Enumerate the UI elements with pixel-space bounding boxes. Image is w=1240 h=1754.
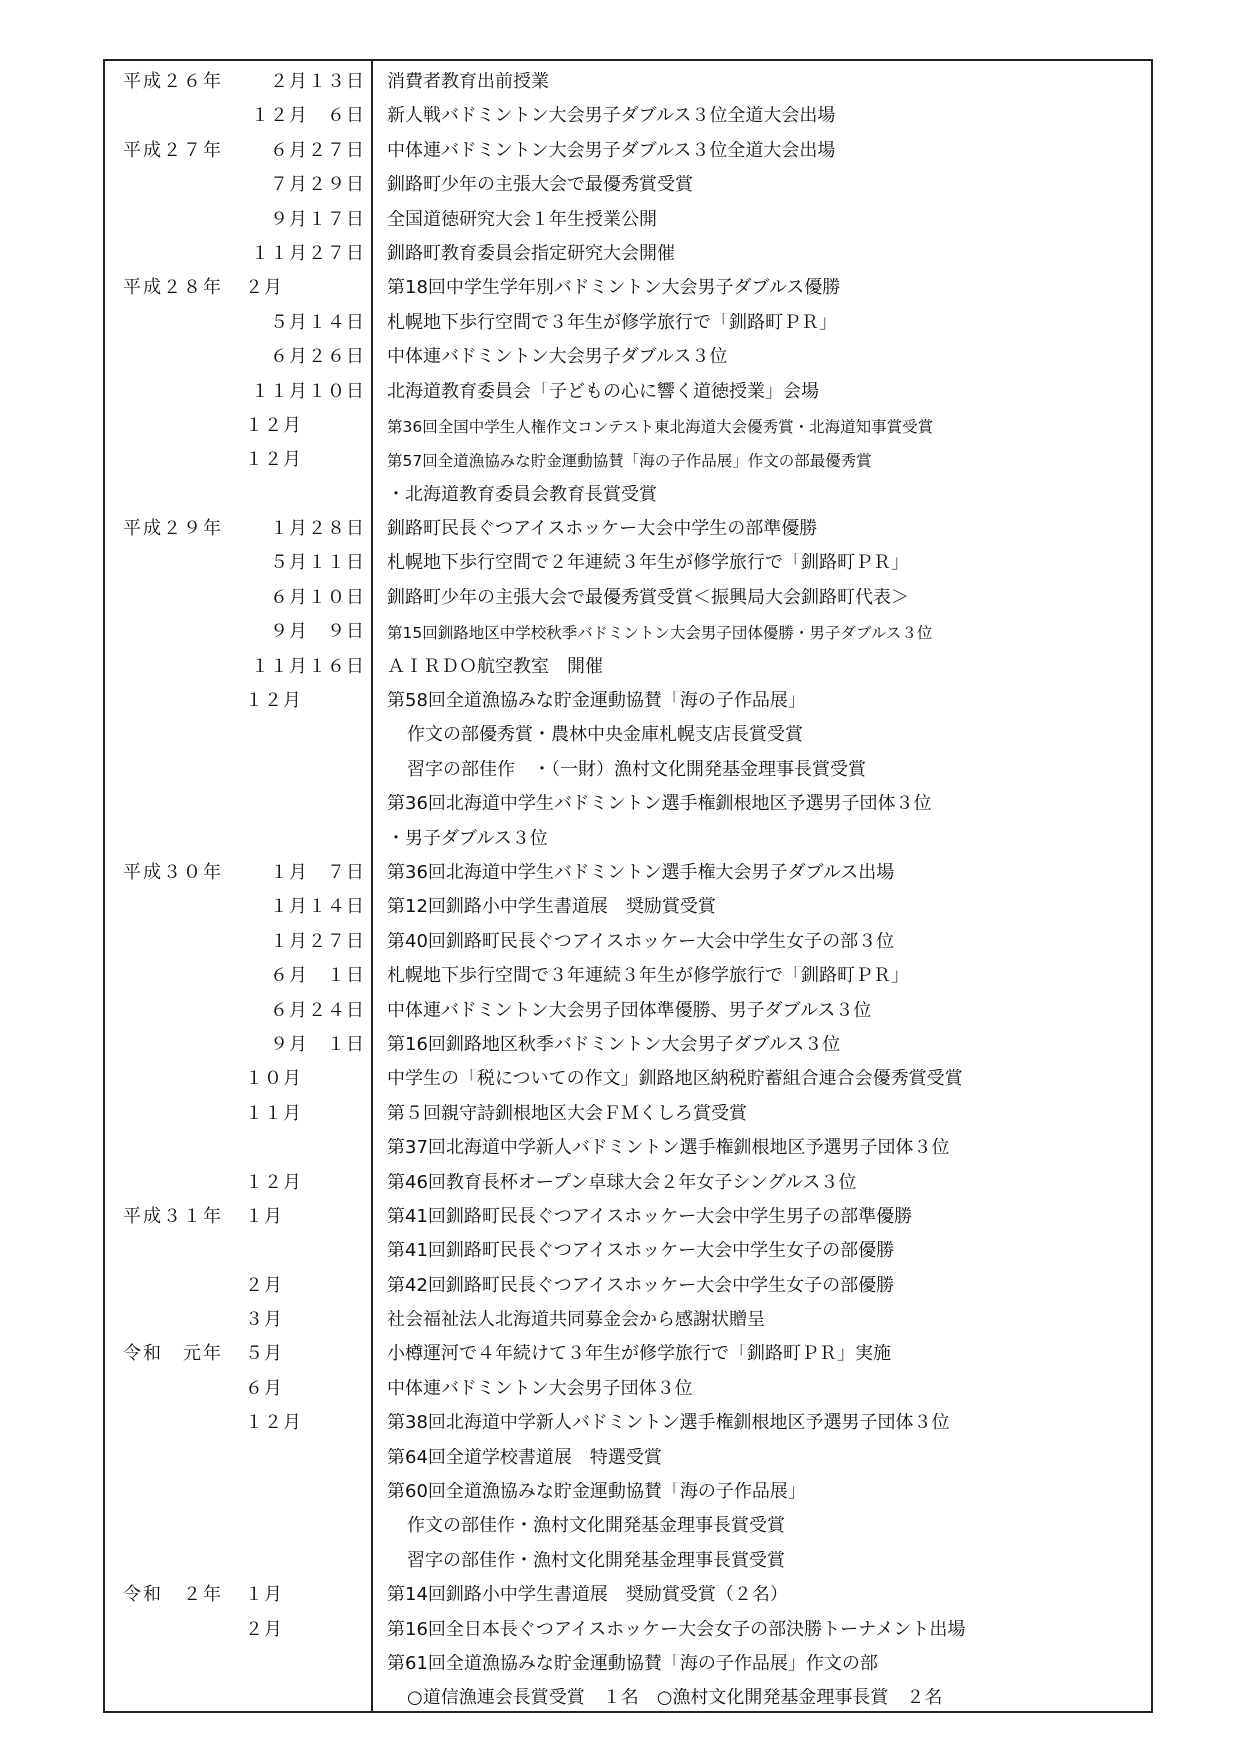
table-row: [105, 1131, 1151, 1165]
table-row: [105, 375, 1151, 409]
event-description: ・男子ダブルス３位: [387, 828, 548, 849]
table-row: [105, 1681, 1151, 1715]
event-date: １２月: [245, 690, 302, 712]
table-row: [105, 1337, 1151, 1371]
event-description: 第15回釧路地区中学校秋季バドミントン大会男子団体優勝・男子ダブルス３位: [387, 624, 933, 643]
event-date: ７月２９日: [270, 174, 365, 196]
event-description: 消費者教育出前授業: [387, 72, 549, 92]
event-description: 第36回北海道中学生バドミントン選手権釧根地区予選男子団体３位: [387, 794, 932, 815]
event-description: 作文の部佳作・漁村文化開発基金理事長賞受賞: [407, 1516, 785, 1537]
event-description: 第41回釧路町民長ぐつアイスホッケー大会中学生男子の部準優勝: [387, 1206, 913, 1227]
event-description: 全国道徳研究大会１年生授業公開: [387, 209, 657, 230]
era-year: 平成２８年: [123, 277, 223, 299]
table-row: [105, 822, 1151, 856]
table-row: [105, 1234, 1151, 1268]
event-date: ３月: [245, 1309, 283, 1331]
event-description: 小樽運河で４年続けて３年生が修学旅行で「釧路町ＰＲ」実施: [387, 1344, 891, 1365]
event-description: 釧路町民長ぐつアイスホッケー大会中学生の部準優勝: [387, 519, 818, 540]
table-row: [105, 1028, 1151, 1062]
table-row: [105, 306, 1151, 340]
era-year: 平成３１年: [123, 1205, 223, 1227]
event-date: １月 ７日: [270, 861, 365, 883]
table-row: [105, 168, 1151, 202]
era-year: 平成２６年: [123, 71, 223, 92]
event-description: 釧路町少年の主張大会で最優秀賞受賞＜振興局大会釧路町代表＞: [387, 587, 909, 608]
table-row: [105, 1475, 1151, 1509]
table-row: [105, 340, 1151, 374]
table-row: [105, 1441, 1151, 1475]
event-date: ５月: [245, 1343, 283, 1365]
event-description: 新人戦バドミントン大会男子ダブルス３位全道大会出場: [387, 106, 836, 127]
table-row: [105, 271, 1151, 305]
event-description: 第36回全国中学生人権作文コンテスト東北海道大会優秀賞・北海道知事賞受賞: [387, 417, 934, 436]
event-date: ２月１３日: [270, 71, 365, 92]
table-row: [105, 684, 1151, 718]
table-row: [105, 1544, 1151, 1578]
event-date: ６月: [245, 1377, 283, 1399]
event-date: １月: [245, 1205, 283, 1227]
table-row: [105, 203, 1151, 237]
event-date: ９月 ９日: [270, 621, 365, 643]
event-description: 釧路町少年の主張大会で最優秀賞受賞: [387, 175, 693, 196]
table-row: [105, 409, 1151, 443]
event-date: ６月１０日: [270, 586, 365, 608]
event-date: １月１４日: [270, 896, 365, 918]
table-row: [105, 994, 1151, 1028]
table-row: [105, 890, 1151, 924]
event-date: １２月: [245, 414, 302, 436]
event-description: 第12回釧路小中学生書道展 奨励賞受賞: [387, 897, 716, 918]
event-date: ９月 １日: [270, 1033, 365, 1055]
event-description: 社会福祉法人北海道共同募金会から感謝状贈呈: [387, 1310, 765, 1331]
event-description: 中体連バドミントン大会男子団体準優勝、男子ダブルス３位: [387, 1000, 872, 1021]
event-description: 第60回全道漁協みな貯金運動協賛「海の子作品展」: [387, 1482, 806, 1503]
table-row: [105, 546, 1151, 580]
event-date: １月２７日: [270, 930, 365, 952]
table-row: [105, 1062, 1151, 1096]
event-description: 第42回釧路町民長ぐつアイスホッケー大会中学生女子の部優勝: [387, 1275, 895, 1296]
event-description: 第36回北海道中学生バドミントン選手権大会男子ダブルス出場: [387, 862, 895, 883]
table-row: [105, 650, 1151, 684]
table-row: [105, 1509, 1151, 1543]
table-row: [105, 1613, 1151, 1647]
event-date: １月２８日: [270, 518, 365, 540]
event-description: 第37回北海道中学新人バドミントン選手権釧根地区予選男子団体３位: [387, 1138, 950, 1159]
event-date: ５月１１日: [270, 552, 365, 574]
table-row: [105, 718, 1151, 752]
table-row: [105, 512, 1151, 546]
table-row: [105, 787, 1151, 821]
table-row: [105, 1097, 1151, 1131]
table-row: [105, 959, 1151, 993]
table-row: [105, 65, 1151, 99]
table-row: [105, 856, 1151, 890]
table-row: [105, 1269, 1151, 1303]
event-description: 札幌地下歩行空間で２年連続３年生が修学旅行で「釧路町ＰＲ」: [387, 553, 909, 574]
event-date: １２月: [245, 449, 302, 471]
event-description: 第46回教育長杯オープン卓球大会２年女子シングルス３位: [387, 1172, 857, 1193]
table-row: [105, 478, 1151, 512]
event-date: １２月: [245, 1412, 302, 1434]
event-date: １１月１６日: [251, 655, 365, 677]
event-description: 中体連バドミントン大会男子ダブルス３位: [387, 347, 728, 368]
event-date: ６月２４日: [270, 999, 365, 1021]
event-date: ２月: [245, 1274, 283, 1296]
event-date: １１月１０日: [251, 380, 365, 402]
table-row: [105, 443, 1151, 477]
era-year: 令和 ２年: [123, 1584, 223, 1606]
table-row: [105, 1578, 1151, 1612]
event-description: 釧路町教育委員会指定研究大会開催: [387, 243, 675, 264]
event-description: 第16回釧路地区秋季バドミントン大会男子ダブルス３位: [387, 1034, 841, 1055]
event-description: 第57回全道漁協みな貯金運動協賛「海の子作品展」作文の部最優秀賞: [387, 452, 872, 471]
event-description: ・北海道教育委員会教育長賞受賞: [387, 484, 657, 505]
event-date: １２月 ６日: [251, 105, 365, 127]
table-row: [105, 1200, 1151, 1234]
event-description: ○道信漁連会長賞受賞 １名 ○漁村文化開発基金理事長賞 ２名: [407, 1688, 943, 1709]
table-row: [105, 753, 1151, 787]
history-rows: [105, 65, 1151, 1716]
event-description: 第18回中学生学年別バドミントン大会男子ダブルス優勝: [387, 278, 841, 299]
event-description: 第64回全道学校書道展 特選受賞: [387, 1447, 662, 1468]
event-description: 第38回北海道中学新人バドミントン選手権釧根地区予選男子団体３位: [387, 1413, 950, 1434]
event-description: 札幌地下歩行空間で３年生が修学旅行で「釧路町ＰＲ」: [387, 312, 837, 333]
event-description: 第40回釧路町民長ぐつアイスホッケー大会中学生女子の部３位: [387, 931, 895, 952]
table-row: [105, 134, 1151, 168]
event-date: ２月: [245, 1618, 283, 1640]
table-row: [105, 581, 1151, 615]
table-row: [105, 237, 1151, 271]
event-description: 習字の部佳作 ・（一財）漁村文化開発基金理事長賞受賞: [407, 759, 866, 780]
event-date: １１月: [245, 1102, 302, 1124]
table-row: [105, 1406, 1151, 1440]
table-row: [105, 615, 1151, 649]
event-date: ６月 １日: [270, 965, 365, 987]
event-date: １２月: [245, 1171, 302, 1193]
event-description: 第61回全道漁協みな貯金運動協賛「海の子作品展」作文の部: [387, 1653, 878, 1674]
era-year: 平成３０年: [123, 861, 223, 883]
event-date: ５月１４日: [270, 311, 365, 333]
table-row: [105, 1647, 1151, 1681]
era-year: 平成２７年: [123, 139, 223, 161]
event-date: １月: [245, 1584, 283, 1606]
event-description: 札幌地下歩行空間で３年連続３年生が修学旅行で「釧路町ＰＲ」: [387, 966, 909, 987]
school-history-table: [103, 59, 1153, 1713]
event-description: 中学生の「税についての作文」釧路地区納税貯蓄組合連合会優秀賞受賞: [387, 1069, 963, 1090]
event-description: 作文の部優秀賞・農林中央金庫札幌支店長賞受賞: [407, 725, 803, 746]
era-year: 平成２９年: [123, 518, 223, 540]
era-year: 令和 元年: [123, 1343, 223, 1365]
event-date: １１月２７日: [251, 242, 365, 264]
event-date: ９月１７日: [270, 208, 365, 230]
event-date: １０月: [245, 1068, 302, 1090]
event-description: 習字の部佳作・漁村文化開発基金理事長賞受賞: [407, 1550, 785, 1571]
event-description: 第41回釧路町民長ぐつアイスホッケー大会中学生女子の部優勝: [387, 1241, 895, 1262]
event-description: 中体連バドミントン大会男子団体３位: [387, 1378, 693, 1399]
event-description: 第16回全日本長ぐつアイスホッケー大会女子の部決勝トーナメント出場: [387, 1619, 966, 1640]
event-description: 第５回親守詩釧根地区大会ＦＭくしろ賞受賞: [387, 1103, 747, 1124]
table-row: [105, 1166, 1151, 1200]
event-description: 第14回釧路小中学生書道展 奨励賞受賞（２名）: [387, 1585, 788, 1606]
table-row: [105, 99, 1151, 133]
table-row: [105, 925, 1151, 959]
event-description: 第58回全道漁協みな貯金運動協賛「海の子作品展」: [387, 691, 806, 712]
event-description: ＡＩＲＤＯ航空教室 開催: [387, 656, 603, 677]
event-description: 北海道教育委員会「子どもの心に響く道徳授業」会場: [387, 381, 819, 402]
table-row: [105, 1372, 1151, 1406]
event-date: ６月２６日: [270, 346, 365, 368]
event-description: 中体連バドミントン大会男子ダブルス３位全道大会出場: [387, 140, 836, 161]
event-date: ６月２７日: [270, 139, 365, 161]
table-row: [105, 1303, 1151, 1337]
event-date: ２月: [245, 277, 283, 299]
